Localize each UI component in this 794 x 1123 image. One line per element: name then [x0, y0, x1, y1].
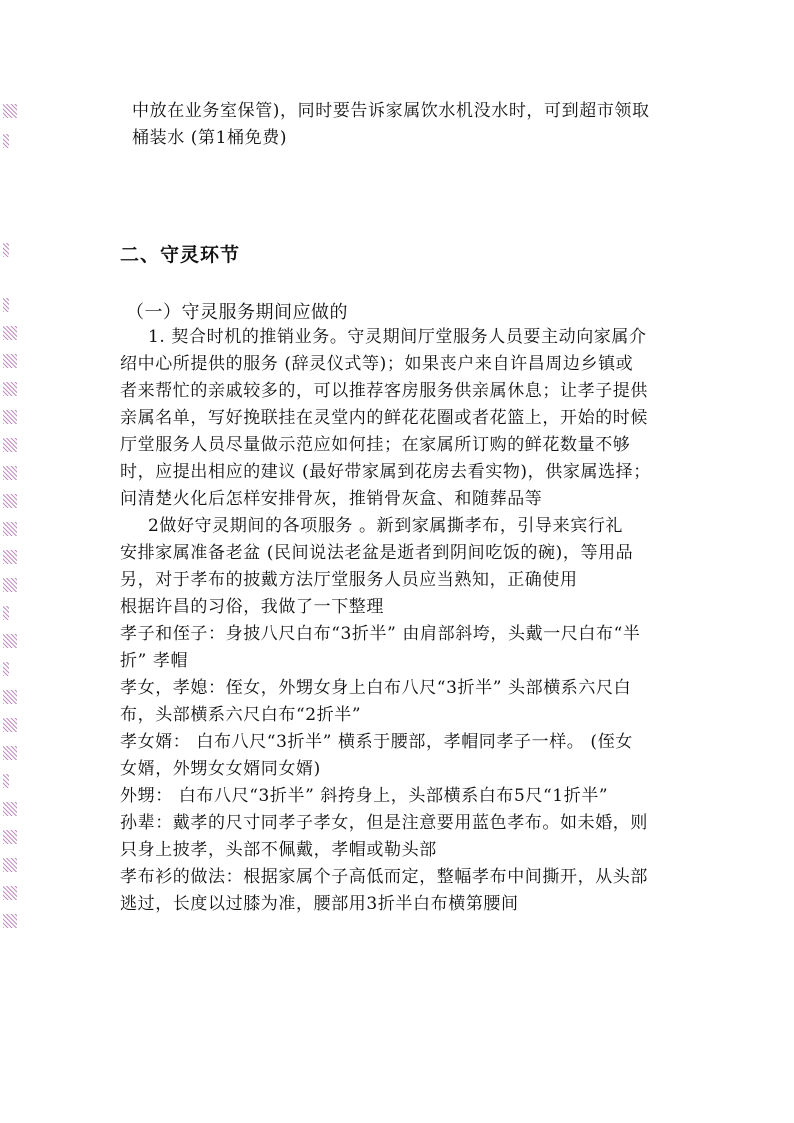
scan-mark: [3, 690, 17, 704]
paragraph-line: 者来帮忙的亲戚较多的，可以推荐客房服务供亲属休息；让孝子提供: [120, 381, 648, 401]
paragraph-line: 问清楚火化后怎样安排骨灰，推销骨灰盒、和随葬品等: [120, 489, 543, 509]
paragraph-line: 另，对于孝布的披戴方法厅堂服务人员应当熟知，正确使用: [120, 570, 578, 590]
scan-mark: [3, 662, 9, 676]
scan-mark: [3, 104, 17, 118]
scan-mark: [3, 858, 17, 872]
scan-mark: [3, 830, 17, 844]
paragraph-line: 孝女，孝媳：侄女，外甥女身上白布八尺“3折半” 头部横系六尺白: [120, 678, 632, 698]
paragraph-line: 折” 孝帽: [120, 651, 189, 671]
scan-mark: [3, 466, 17, 480]
subsection-heading: （一）守灵服务期间应做的: [126, 302, 348, 323]
section-heading: 二、守灵环节: [120, 244, 241, 266]
paragraph-line: 只身上披孝，头部不佩戴，孝帽或勒头部: [120, 840, 437, 860]
paragraph-line: 根据许昌的习俗，我做了一下整理: [120, 597, 384, 617]
scan-mark: [3, 774, 9, 788]
scan-mark: [3, 438, 17, 452]
paragraph-line: 女婿，外甥女女婿同女婿): [120, 759, 321, 779]
paragraph-line: 1. 契合时机的推销业务。守灵期间厅堂服务人员要主动向家属介: [148, 327, 647, 347]
scan-mark: [3, 354, 17, 368]
paragraph-line: 逃过，长度以过膝为准，腰部用3折半白布横第腰间: [120, 894, 519, 914]
paragraph-line: 外甥： 白布八尺“3折半” 斜挎身上，头部横系白布5尺“1折半”: [120, 786, 609, 806]
scan-mark: [3, 886, 17, 900]
scan-mark: [3, 522, 17, 536]
paragraph-line: 孝女婿： 白布八尺“3折半” 横系于腰部，孝帽同孝子一样。 (侄女: [120, 732, 633, 752]
scan-mark: [3, 578, 17, 592]
scan-mark: [3, 494, 17, 508]
paragraph-line: 桶装水 (第1桶免费): [132, 128, 288, 148]
paragraph-line: 时，应提出相应的建议 (最好带家属到花房去看实物)，供家属选择；: [120, 462, 651, 482]
paragraph-line: 孙辈：戴孝的尺寸同孝子孝女，但是注意要用蓝色孝布。如未婚，则: [120, 813, 648, 833]
paragraph-line: 2做好守灵期间的各项服务 。新到家属撕孝布，引导来宾行礼: [148, 516, 624, 536]
scan-mark: [3, 410, 17, 424]
paragraph-line: 绍中心所提供的服务 (辞灵仪式等)；如果丧户来自许昌周边乡镇或: [120, 354, 634, 374]
paragraph-line: 亲属名单，写好挽联挂在灵堂内的鲜花花圈或者花篮上，开始的时候: [120, 408, 648, 428]
paragraph-line: 孝布衫的做法：根据家属个子高低而定，整幅孝布中间撕开，从头部: [120, 867, 648, 887]
top-paragraph: [132, 98, 676, 152]
scan-mark: [3, 746, 17, 760]
paragraph-line: 安排家属准备老盆 (民间说法老盆是逝者到阴间吃饭的碗)，等用品: [120, 543, 634, 563]
paragraph-line: 布，头部横系六尺白布“2折半”: [120, 705, 362, 725]
scan-mark: [3, 718, 17, 732]
scan-mark: [3, 326, 17, 340]
paragraph-line: 厅堂服务人员尽量做示范应如何挂；在家属所订购的鲜花数量不够: [120, 435, 631, 455]
margin-scan-marks: [0, 0, 30, 1123]
body-text: [120, 324, 676, 918]
paragraph-line: 中放在业务室保管)，同时要告诉家属饮水机没水时，可到超市领取: [132, 101, 650, 121]
scan-mark: [3, 634, 17, 648]
scan-mark: [3, 298, 9, 312]
scan-mark: [3, 914, 17, 928]
scan-mark: [3, 802, 17, 816]
paragraph-line: 孝子和侄子：身披八尺白布“3折半” 由肩部斜垮，头戴一尺白布“半: [120, 624, 641, 644]
scan-mark: [3, 550, 17, 564]
scan-mark: [3, 134, 9, 148]
scan-mark: [3, 243, 9, 257]
scan-mark: [3, 382, 17, 396]
scan-mark: [3, 606, 9, 620]
